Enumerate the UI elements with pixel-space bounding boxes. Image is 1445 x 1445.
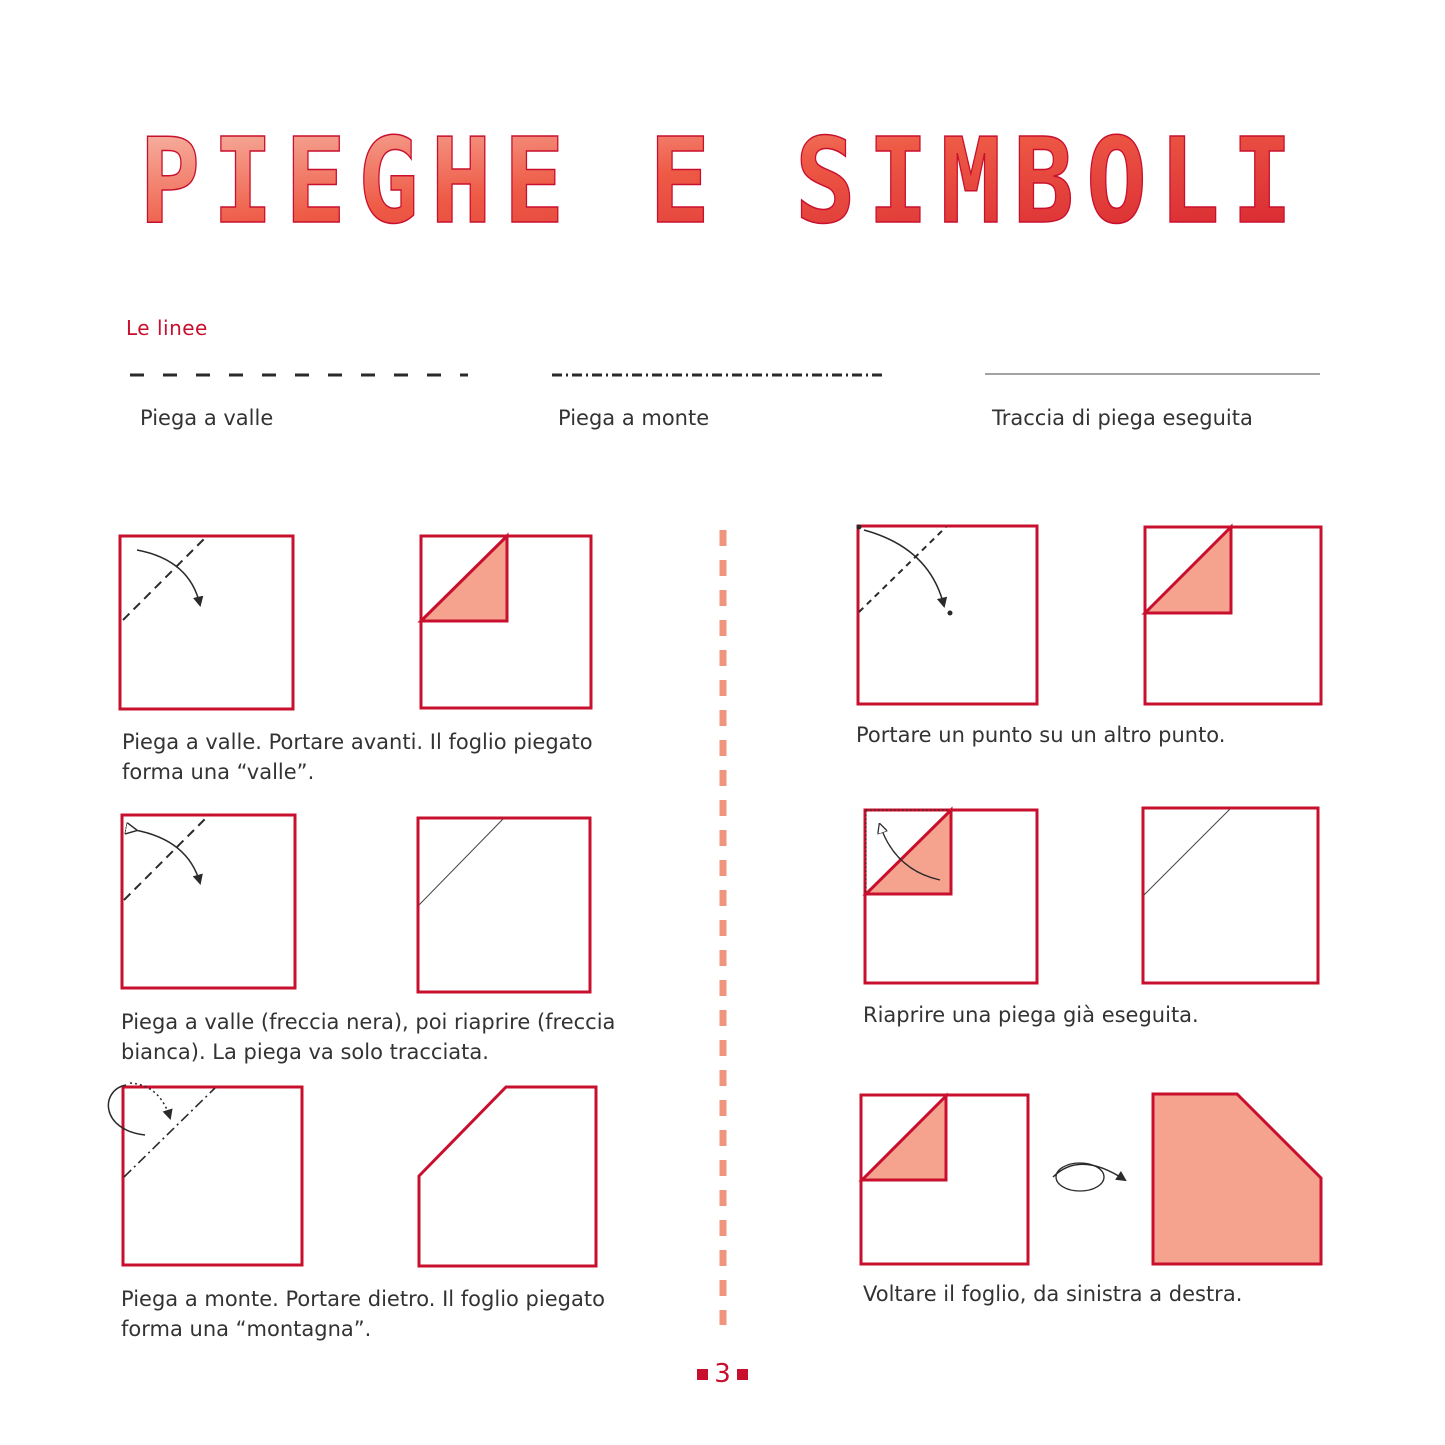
turn-over-result [1153,1094,1321,1264]
caption-valley-fold [122,727,593,787]
unfold-result [1143,808,1318,983]
caption-line: forma una “valle”. [122,760,315,784]
caption-mountain-fold [121,1284,605,1344]
page-number-text: 3 [714,1359,731,1389]
page-number [685,1358,760,1390]
valley-fold-result [421,536,591,708]
valley-fold-diagram [120,536,293,709]
section-label: Le linee [126,316,208,340]
page-marker-square [697,1369,708,1380]
fold-unfold-diagram [122,815,295,988]
fold-unfold-result [418,818,590,992]
valley-fold-label: Piega a valle [140,406,274,430]
page-title-text: PIEGHE E SIMBOLI [139,112,1305,250]
point-to-point-diagram [857,525,1038,705]
caption-fold-unfold [121,1007,615,1067]
caption-turn-over: Voltare il foglio, da sinistra a destra. [863,1282,1243,1306]
turn-over-diagram [861,1095,1028,1264]
crease-label: Traccia di piega eseguita [992,406,1253,430]
caption-line: forma una “montagna”. [121,1317,372,1341]
caption-line: Piega a monte. Portare dietro. Il foglio piegato [121,1287,605,1311]
flip-arrow-icon [1053,1163,1125,1191]
mountain-fold-diagram [108,1083,302,1265]
caption-unfold: Riaprire una piega già eseguita. [863,1003,1199,1027]
page-marker-square [737,1369,748,1380]
caption-line: Piega a valle. Portare avanti. Il foglio piegato [122,730,593,754]
point-to-point-result [1145,527,1321,704]
mountain-fold-label: Piega a monte [558,406,710,430]
caption-line: Piega a valle (freccia nera), poi riaprire (freccia [121,1010,616,1034]
caption-line: bianca). La piega va solo tracciata. [121,1040,489,1064]
caption-point-to-point: Portare un punto su un altro punto. [856,723,1226,747]
mountain-fold-result [419,1087,596,1266]
unfold-diagram [865,810,1037,983]
